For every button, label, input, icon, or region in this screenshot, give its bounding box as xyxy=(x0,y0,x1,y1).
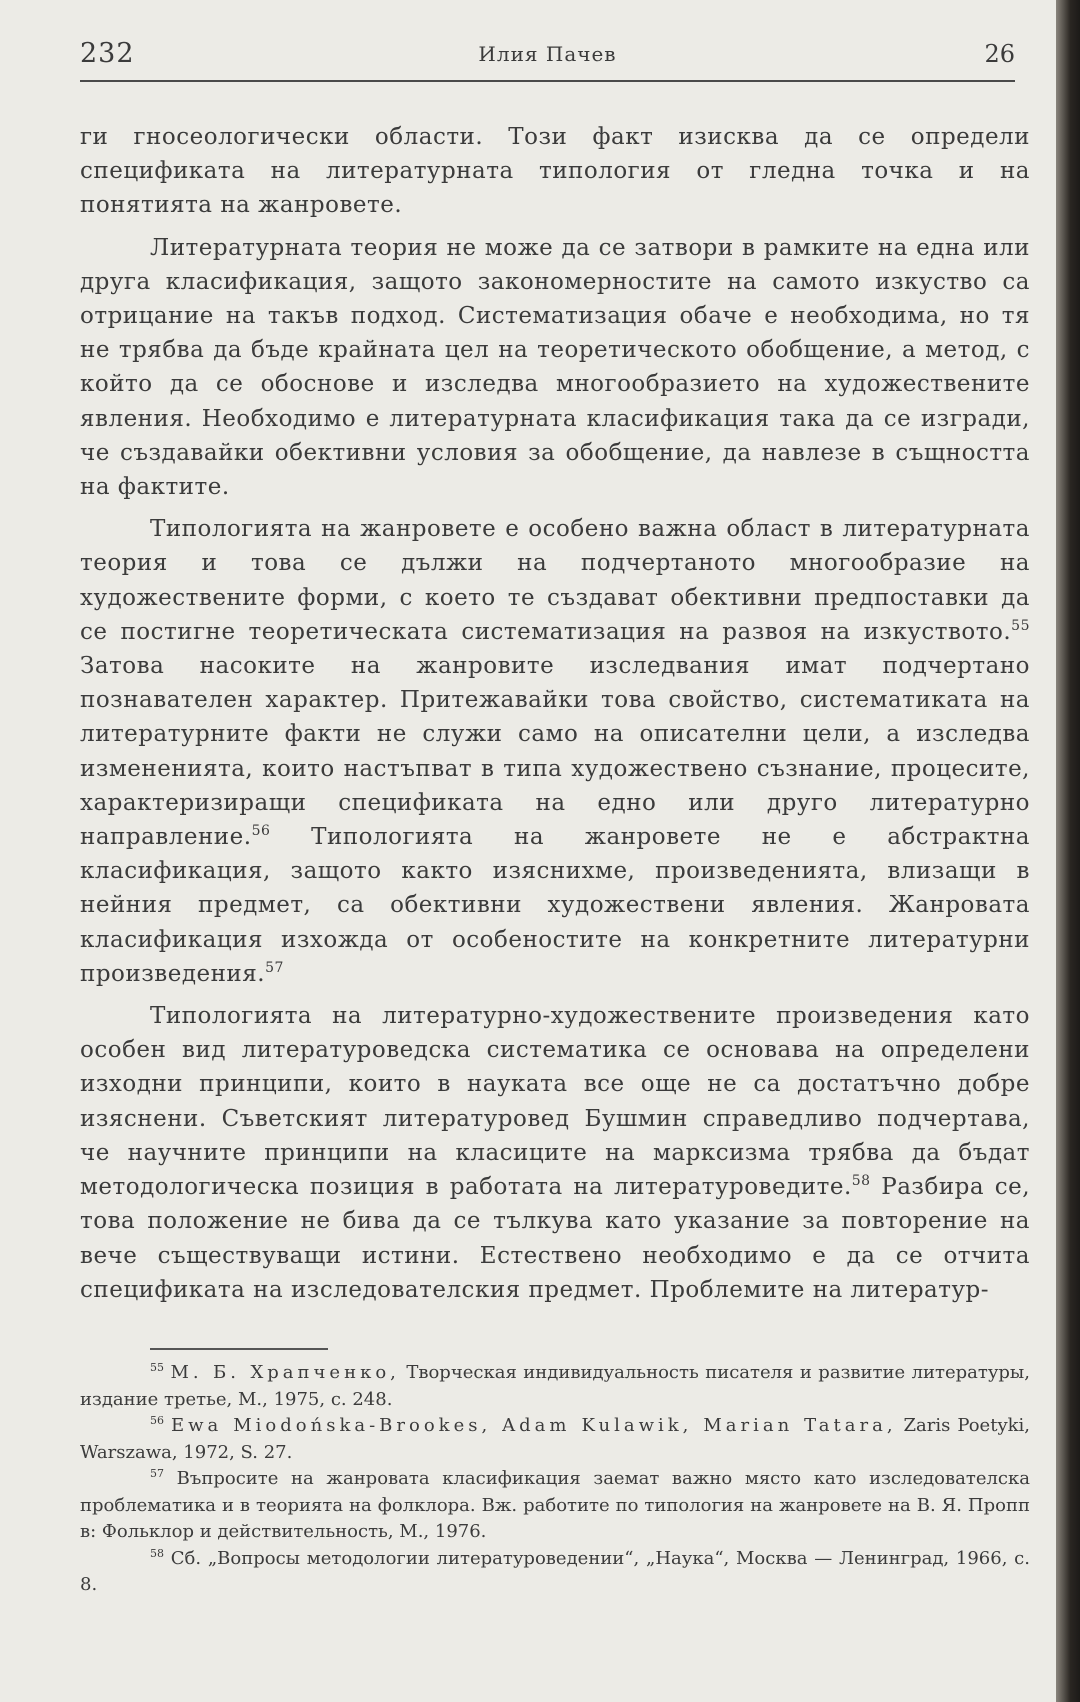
paragraph-3 xyxy=(80,512,1030,991)
header-rule xyxy=(80,80,1015,82)
footnote-58-text: Сб. „Вопросы методологии литературоведении“, „Наука“, Москва — Ленинград, 1966, с. 8. xyxy=(80,1547,1030,1595)
footnote-ref-58[interactable]: 58 xyxy=(851,1173,871,1190)
paragraph-3-text-c: Типологията на жанровете не е абстрактна класификация, защото както изяснихме, произведенията, влизащи в нейния предмет, са обективни художествени явления. Жанровата класификация изхожда от особеностите на конкретните литературни произведения. xyxy=(80,824,1030,987)
footnote-ref-57[interactable]: 57 xyxy=(265,959,284,976)
footnote-mark-55: 55 xyxy=(150,1361,164,1374)
paragraph-4-text-b: Разбира се, това положение не бива да се тълкува като указание за повторение на вече съществуващи истини. Естествено необходимо е да се отчита спецификата на изследователския предмет. Проблемите на литератур- xyxy=(80,1174,1031,1303)
footnote-mark-56: 56 xyxy=(150,1414,164,1427)
running-header-author: Илия Пачев xyxy=(478,42,617,66)
footnote-mark-58: 58 xyxy=(150,1546,164,1560)
footnote-rule xyxy=(150,1348,328,1350)
body-text xyxy=(80,120,1030,1307)
footnote-56-text: Zaris Poetyki, Warszawa, 1972, S. 27. xyxy=(80,1415,1030,1463)
paragraph-3-text: Типологията на жанровете е особено важна област в литературната теория и това се дължи на подчертаното многообразие на художествените форми, с което те създават обективни предпоставки да се постигне теоретическата систематизация на развоя на изкуството. xyxy=(80,516,1030,645)
footnote-57-text: Въпросите на жанровата класификация заемат важно място като изследователска проблематика и в теорията на фолклора. Вж. работите по типология на жанровете на В. Я. Пропп в: Фольклор и действительность, М., 1976. xyxy=(80,1468,1030,1542)
footnote-55 xyxy=(80,1360,1030,1413)
footnote-58 xyxy=(80,1546,1030,1599)
book-spine-shadow xyxy=(1056,0,1080,1702)
page-number: 232 xyxy=(80,38,135,69)
footnote-57 xyxy=(80,1466,1030,1546)
footnotes xyxy=(80,1360,1030,1599)
footnote-56 xyxy=(80,1413,1030,1466)
paragraph-4 xyxy=(80,999,1030,1307)
footnote-56-authors: Ewa Miodońska-Brookes, Adam Kulawik, Marian Tatara, xyxy=(170,1415,897,1436)
footnote-ref-56[interactable]: 56 xyxy=(251,823,271,840)
paragraph-2: Литературната теория не може да се затвори в рамките на една или друга класификация, защото закономерностите на самото изкуство са отрицание на такъв подход. Систематизация обаче е необходима, но тя не трябва да бъде крайната цел на теоретическото обобщение, а метод, с който да се обоснове и изследва многообразието на художествените явления. Необходимо е литературната класификация така да се изгради, че създавайки обективни условия за обобщение, да навлезе в същността на фактите. xyxy=(80,234,1030,501)
running-header xyxy=(80,38,1015,78)
footnote-ref-55[interactable]: 55 xyxy=(1011,617,1030,634)
footnote-55-author: М. Б. Храпченко, xyxy=(170,1362,400,1383)
paragraph-3-text-b: Затова насоките на жанровите изследвания имат подчертано познавателен характер. Притежавайки това свойство, систематиката на литературните факти не служи само на описателни цели, а изследва измененията, които настъпват в типа художествено съзнание, процесите, характеризиращи спецификата на едно или друго литературно направление. xyxy=(80,653,1030,851)
footnote-55-text: Творческая индивидуальность писателя и развитие литературы, издание третье, М., 1975, с. 248. xyxy=(80,1362,1030,1410)
footnote-mark-57: 57 xyxy=(150,1467,164,1480)
paragraph-1: ги гносеологически области. Този факт изисква да се определи спецификата на литературната типология от гледна точка и на понятията на жанровете. xyxy=(80,124,1030,219)
paragraph-4-text: Типологията на литературно-художествените произведения като особен вид литературоведска систематика се основава на определени изходни принципи, които в науката все още не са достатъчно добре изяснени. Съветският литературовед Бушмин справедливо подчертава, че научните принципи на класиците на марксизма трябва да бъдат методологическа позиция в работата на литературоведите. xyxy=(80,1003,1030,1201)
section-number: 26 xyxy=(984,40,1015,68)
